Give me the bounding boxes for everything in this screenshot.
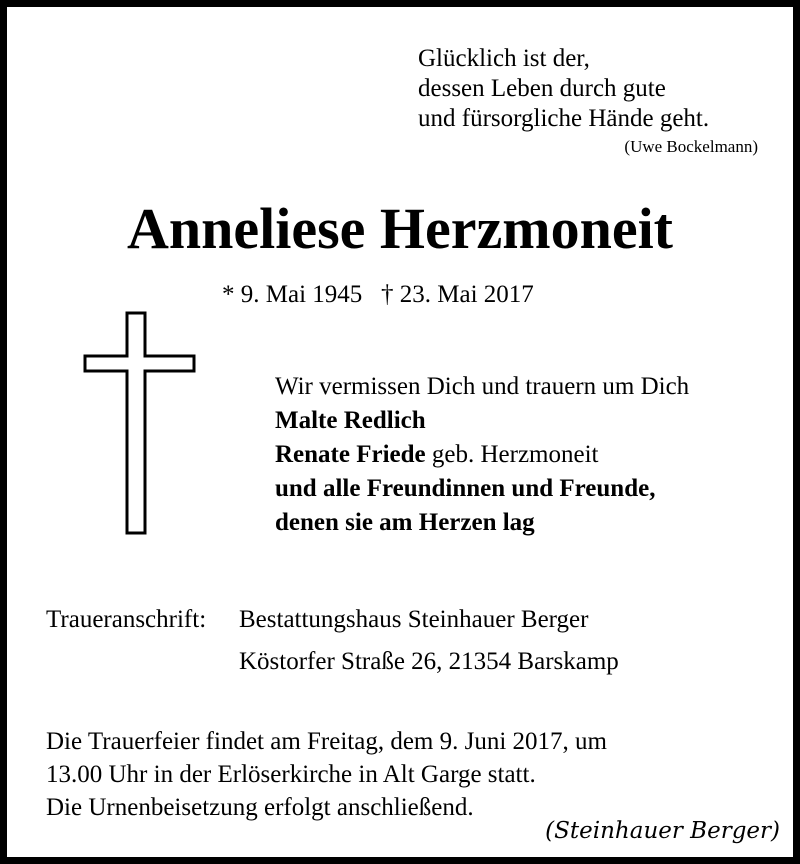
mourners-intro: Wir vermissen Dich und trauern um Dich xyxy=(275,373,690,400)
address-line: Köstorfer Straße 26, 21354 Barskamp xyxy=(239,648,619,675)
deceased-name: Anneliese Herzmoneit xyxy=(126,196,673,261)
service-info xyxy=(46,725,607,824)
quote-author: (Uwe Bockelmann) xyxy=(624,137,758,156)
funeral-home-signature: (Steinhauer Berger) xyxy=(545,818,780,844)
mourners-block xyxy=(275,370,689,540)
mourner-name: Renate Friede xyxy=(275,441,426,468)
quote-line: dessen Leben durch gute xyxy=(418,75,666,102)
mourner-name: Malte Redlich xyxy=(275,407,426,434)
address-line: Bestattungshaus Steinhauer Berger xyxy=(239,606,589,633)
mourners-friends: und alle Freundinnen und Freunde, xyxy=(275,475,656,502)
service-line: 13.00 Uhr in der Erlöserkirche in Alt Garge statt. xyxy=(46,761,536,788)
service-line: Die Urnenbeisetzung erfolgt anschließend. xyxy=(46,794,474,821)
mourners-friends-cont: denen sie am Herzen lag xyxy=(275,509,535,536)
quote xyxy=(418,44,709,134)
quote-line: und fürsorgliche Hände geht. xyxy=(418,105,710,132)
life-dates: * 9. Mai 1945 † 23. Mai 2017 xyxy=(222,281,534,308)
mourner-entry xyxy=(275,438,689,472)
quote-line: Glücklich ist der, xyxy=(418,45,590,72)
address-label: Traueranschrift: xyxy=(46,606,207,633)
mourning-address xyxy=(46,599,619,683)
service-line: Die Trauerfeier findet am Freitag, dem 9. Juni 2017, um xyxy=(46,728,607,755)
cross-icon xyxy=(83,311,197,537)
mourner-maiden-name: geb. Herzmoneit xyxy=(425,441,599,468)
